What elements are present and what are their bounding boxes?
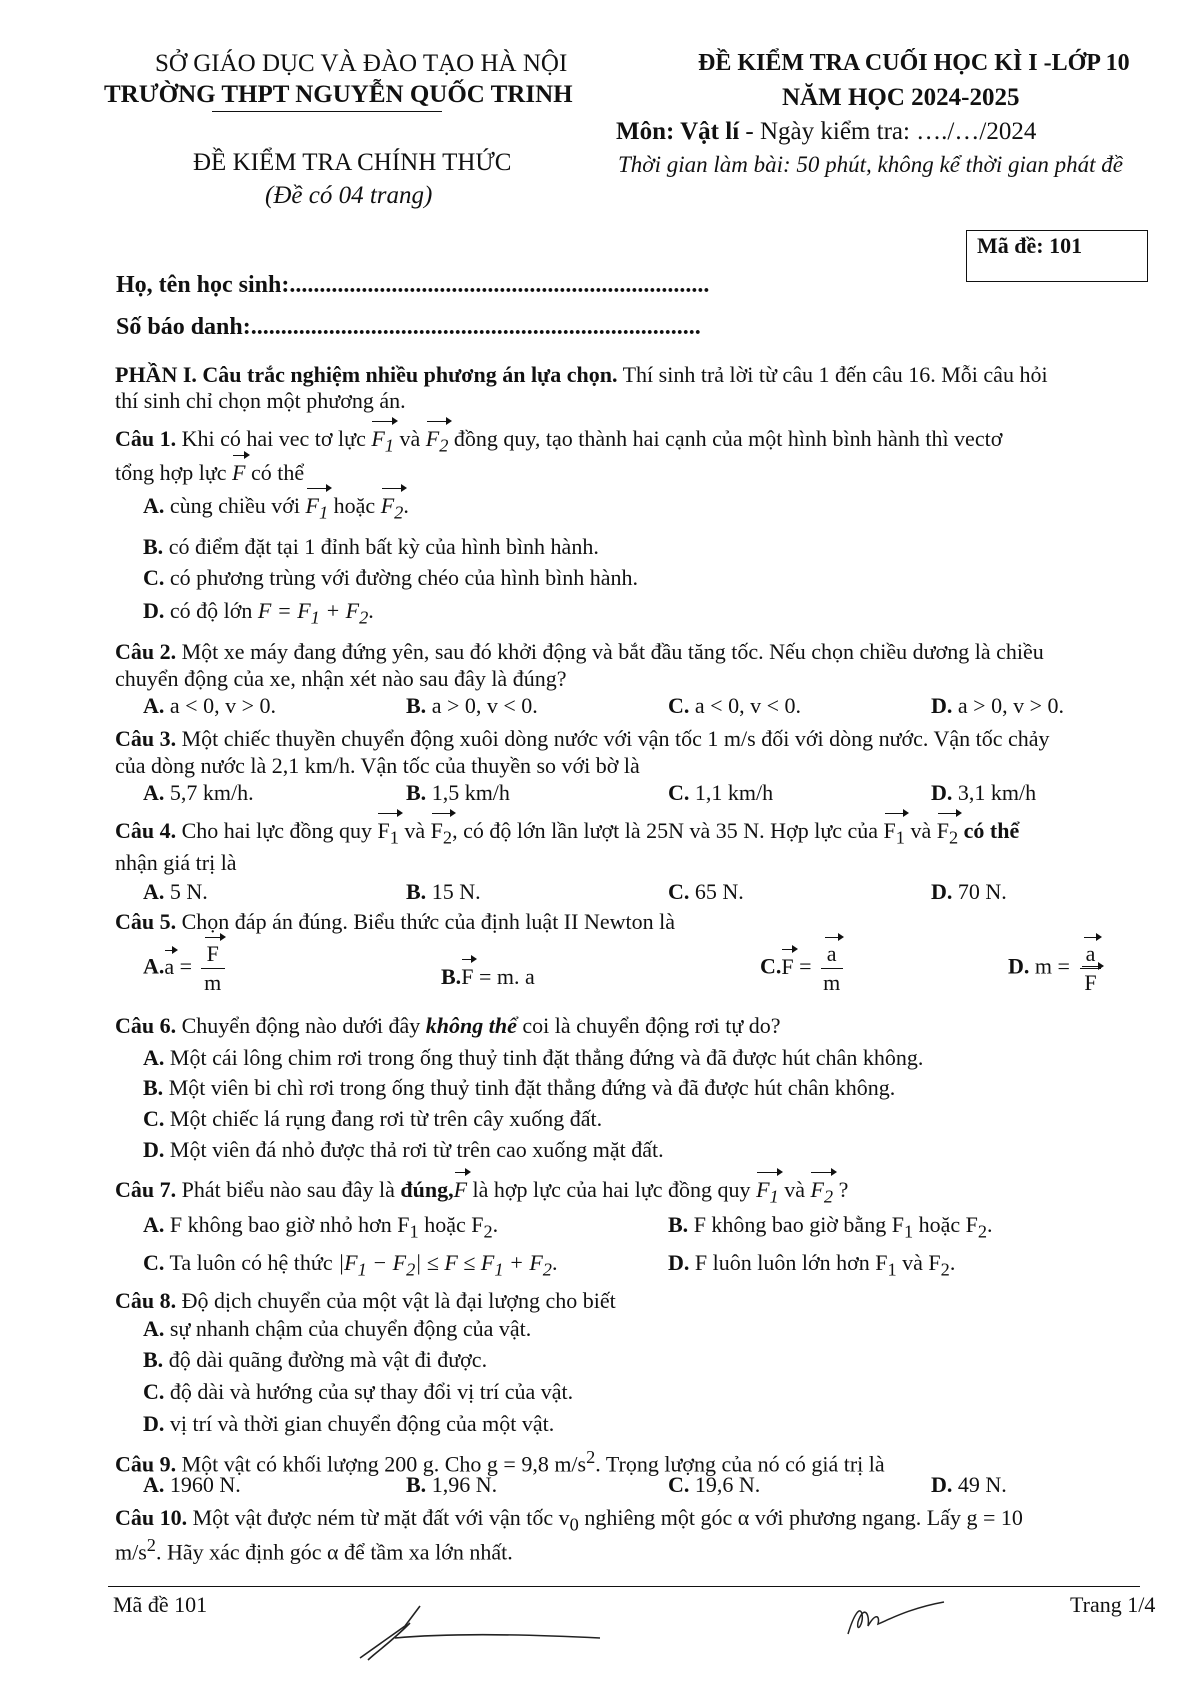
question-text: , có độ lớn lần lượt là 25N và 35 N. Hợp lực của xyxy=(452,818,884,843)
question-6 xyxy=(115,1011,781,1041)
vector-f2: $F_2$ xyxy=(381,491,404,527)
formula: = m. a xyxy=(473,964,535,989)
option-text: 1960 N. xyxy=(169,1472,241,1497)
section-instruction-2: thí sinh chỉ chọn một phương án. xyxy=(115,388,406,413)
question-label: Câu 10. xyxy=(115,1505,188,1530)
option-text: hoặc F xyxy=(418,1212,484,1237)
student-name-label: Họ, tên học sinh: xyxy=(116,272,290,298)
option-text: 1,1 km/h xyxy=(694,780,774,805)
question-label: Câu 7. xyxy=(115,1177,177,1202)
option-letter: B. xyxy=(143,1075,164,1100)
school-year: NĂM HỌC 2024-2025 xyxy=(782,84,1020,111)
exam-code-box xyxy=(966,230,1148,282)
exam-code: Mã đề: 101 xyxy=(977,233,1083,258)
vector-f: F xyxy=(461,962,473,992)
formula-fraction: $\frac{a}{m}$ xyxy=(820,940,843,997)
question-text: và xyxy=(393,426,426,451)
q3-option-d[interactable] xyxy=(931,778,1036,808)
question-text: và xyxy=(904,818,937,843)
option-text: 70 N. xyxy=(957,879,1007,904)
q5-option-a[interactable]: A.a = $\frac{F}{m}$ xyxy=(143,940,228,997)
option-letter: D. xyxy=(143,1411,165,1436)
vector-f2: $F_2$ xyxy=(810,1175,833,1211)
q4-option-d[interactable] xyxy=(931,877,1007,907)
pages-note: (Đề có 04 trang) xyxy=(265,182,433,209)
question-1-cont xyxy=(115,458,304,488)
vector-f: F xyxy=(454,1175,467,1205)
option-letter: C. xyxy=(668,693,690,718)
option-text: hoặc xyxy=(328,493,381,518)
q4-option-a[interactable] xyxy=(143,877,208,907)
q7-option-b[interactable]: B. F không bao giờ bằng $F_1$ hoặc $F_2$. xyxy=(668,1212,993,1242)
question-label: Câu 9. xyxy=(115,1451,177,1477)
q2-option-b[interactable] xyxy=(406,691,538,721)
formula: $|F_1 - F_2| \le F \le F_1 + F_2$ xyxy=(338,1250,552,1280)
option-letter: A. xyxy=(143,953,165,979)
question-text: nghiêng một góc α với phương ngang. Lấy g = 10 xyxy=(578,1505,1023,1530)
question-text: Chọn đáp án đúng. Biểu thức của định luật II Newton là xyxy=(176,909,675,934)
option-letter: A. xyxy=(143,693,165,718)
question-9: Câu 9. Một vật có khối lượng 200 g. Cho g = 9,8 $m/s^2$. Trọng lượng của nó có giá trị là xyxy=(115,1447,885,1477)
option-text: sự nhanh chậm của chuyển động của vật. xyxy=(169,1316,532,1341)
question-4-cont: nhận giá trị là xyxy=(115,850,237,875)
vector-f: F xyxy=(781,952,793,982)
option-text: 5 N. xyxy=(169,879,208,904)
vector-a: a xyxy=(164,953,175,979)
question-2-cont: chuyển động của xe, nhận xét nào sau đây là đúng? xyxy=(115,666,567,691)
question-text: coi là chuyển động rơi tự do? xyxy=(516,1013,781,1038)
option-letter: A. xyxy=(143,493,165,518)
option-letter: D. xyxy=(931,879,953,904)
option-letter: A. xyxy=(143,1316,165,1341)
option-text: độ dài và hướng của sự thay đổi vị trí của vật. xyxy=(169,1379,574,1404)
option-letter: C. xyxy=(668,780,690,805)
option-text: Một viên bi chì rơi trong ống thuỷ tinh đặt thẳng đứng và đã được hút chân không. xyxy=(168,1075,896,1100)
option-letter: C. xyxy=(143,1250,165,1275)
option-letter: D. xyxy=(668,1250,690,1275)
question-text: Khi có hai vec tơ lực xyxy=(176,426,372,451)
option-letter: D. xyxy=(143,598,165,623)
option-letter: A. xyxy=(143,1472,165,1497)
option-text: hoặc F xyxy=(913,1212,978,1237)
question-text: Một vật có khối lượng 200 g. Cho xyxy=(176,1451,487,1477)
option-text: F luôn luôn lớn hơn F xyxy=(694,1250,888,1275)
vector-f: F xyxy=(232,458,245,488)
option-letter: C. xyxy=(143,565,165,590)
q6-option-d[interactable] xyxy=(143,1135,664,1165)
signature-left xyxy=(350,1598,610,1668)
option-text: cùng chiều với xyxy=(169,493,306,518)
q6-option-c[interactable] xyxy=(143,1104,602,1134)
question-text: và xyxy=(778,1177,811,1202)
subject-line xyxy=(616,118,1036,146)
option-letter: C. xyxy=(760,953,782,979)
option-text: Một viên đá nhỏ được thả rơi từ trên cao xuống mặt đất. xyxy=(169,1137,664,1162)
option-text: a > 0, v < 0. xyxy=(431,693,538,718)
option-text: Ta luôn có hệ thức xyxy=(169,1250,339,1275)
option-letter: C. xyxy=(143,1106,165,1131)
q3-option-b[interactable] xyxy=(406,778,510,808)
question-text: Chuyển động nào dưới đây xyxy=(176,1013,426,1038)
q5-option-d[interactable]: D. m = $\frac{a}{F}$ xyxy=(1008,940,1106,997)
option-letter: D. xyxy=(931,693,953,718)
q2-option-c[interactable] xyxy=(668,691,801,721)
time-note: Thời gian làm bài: 50 phút, không kể thời gian phát đề xyxy=(618,152,1123,177)
vector-f1: $F_1$ xyxy=(884,816,905,852)
option-letter: A. xyxy=(143,879,165,904)
q5-option-b[interactable] xyxy=(441,962,535,992)
question-label: Câu 1. xyxy=(115,426,177,451)
question-emphasis: đúng, xyxy=(400,1177,454,1202)
option-text: 19,6 N. xyxy=(694,1472,761,1497)
question-text: Một chiếc thuyền chuyển động xuôi dòng nước với vận tốc 1 m/s đối với dòng nước. Vận tốc chảy xyxy=(176,726,1050,751)
q8-option-d[interactable] xyxy=(143,1409,554,1439)
q3-option-c[interactable] xyxy=(668,778,773,808)
subject: Môn: Vật lí xyxy=(616,118,740,145)
option-letter: C. xyxy=(668,1472,690,1497)
option-letter: B. xyxy=(441,964,462,989)
option-text: 1,5 km/h xyxy=(431,780,510,805)
q7-option-d[interactable]: D. F luôn luôn lớn hơn $F_1$ và $F_2$. xyxy=(668,1250,956,1280)
option-letter: D. xyxy=(931,1472,953,1497)
school-name: TRƯỜNG THPT NGUYỄN QUỐC TRINH xyxy=(104,81,573,108)
question-label: Câu 8. xyxy=(115,1288,177,1313)
option-letter: B. xyxy=(406,780,427,805)
option-letter: A. xyxy=(143,1212,165,1237)
option-text: 15 N. xyxy=(431,879,481,904)
option-letter: B. xyxy=(406,693,427,718)
signature-right xyxy=(840,1594,950,1646)
footer-exam-code: Mã đề 101 xyxy=(113,1592,208,1617)
option-text: 49 N. xyxy=(957,1472,1007,1497)
option-text: 5,7 km/h. xyxy=(169,780,254,805)
option-text: a > 0, v > 0. xyxy=(957,693,1064,718)
option-text: và F xyxy=(896,1250,941,1275)
option-letter: B. xyxy=(406,879,427,904)
question-label: Câu 3. xyxy=(115,726,177,751)
q1-option-b[interactable] xyxy=(143,532,599,562)
question-10-cont: $m/s^2$. Hãy xác định góc α để tầm xa lớn nhất. xyxy=(115,1535,513,1565)
option-letter: B. xyxy=(668,1212,689,1237)
question-label: Câu 4. xyxy=(115,818,177,843)
footer-page-number: Trang 1/4 xyxy=(1070,1592,1156,1617)
footer-divider xyxy=(108,1586,1140,1587)
option-text: Một cái lông chim rơi trong ống thuỷ tinh đặt thẳng đứng và đã được hút chân không. xyxy=(169,1045,924,1070)
option-letter: C. xyxy=(668,879,690,904)
q5-option-c[interactable]: C.F = $\frac{a}{m}$ xyxy=(760,940,846,997)
question-text: . Hãy xác định góc α để tầm xa lớn nhất. xyxy=(155,1539,513,1565)
student-id-field xyxy=(116,314,701,341)
q7-option-a[interactable]: A. F không bao giờ nhỏ hơn $F_1$ hoặc $F_2$. xyxy=(143,1212,499,1242)
q1-option-c[interactable] xyxy=(143,563,638,593)
q8-option-b[interactable] xyxy=(143,1345,487,1375)
question-10: Câu 10. Một vật được ném từ mặt đất với vận tốc $v_0$ nghiêng một góc α với phương ngang. Lấy g = 10 xyxy=(115,1505,1023,1535)
student-id-label: Số báo danh: xyxy=(116,314,251,340)
option-text: Một chiếc lá rụng đang rơi từ trên cây xuống đất. xyxy=(169,1106,603,1131)
option-text: a < 0, v > 0. xyxy=(169,693,276,718)
option-text: có độ lớn xyxy=(169,598,258,623)
q8-option-c[interactable] xyxy=(143,1377,573,1407)
option-text: 65 N. xyxy=(694,879,744,904)
question-7 xyxy=(115,1175,848,1211)
section-instruction: Thí sinh trả lời từ câu 1 đến câu 16. Mỗi câu hỏi xyxy=(617,362,1048,387)
option-text: a < 0, v < 0. xyxy=(694,693,801,718)
question-8 xyxy=(115,1286,616,1316)
option-text: vị trí và thời gian chuyển động của một vật. xyxy=(169,1411,555,1436)
option-letter: A. xyxy=(143,780,165,805)
q3-option-a[interactable] xyxy=(143,778,254,808)
exam-date: - Ngày kiểm tra: …./…/2024 xyxy=(739,118,1037,145)
vector-f2: $F_2$ xyxy=(431,816,452,852)
option-letter: D. xyxy=(143,1137,165,1162)
q4-option-b[interactable] xyxy=(406,877,481,907)
option-text: F không bao giờ nhỏ hơn F xyxy=(169,1212,410,1237)
question-3 xyxy=(115,724,1050,754)
option-text: 1,96 N. xyxy=(431,1472,498,1497)
q9-option-d[interactable] xyxy=(931,1470,1007,1500)
question-label: Câu 2. xyxy=(115,639,177,664)
option-letter: D. xyxy=(1008,953,1030,979)
student-name-field xyxy=(116,272,709,299)
question-text: Một xe máy đang đứng yên, sau đó khởi động và bắt đầu tăng tốc. Nếu chọn chiều dương là chiều xyxy=(176,639,1044,664)
option-text: có điểm đặt tại 1 đỉnh bất kỳ của hình bình hành. xyxy=(168,534,599,559)
student-name-dots: ...................................................................... xyxy=(289,272,710,298)
q1-option-a[interactable]: A. cùng chiều với $F_1$ hoặc $F_2$. xyxy=(143,491,409,527)
q9-option-b[interactable] xyxy=(406,1470,497,1500)
school-underline xyxy=(212,111,442,112)
question-label: Câu 5. xyxy=(115,909,177,934)
question-text: . Trọng lượng của nó có giá trị là xyxy=(595,1451,885,1477)
question-text: Cho hai lực đồng quy xyxy=(176,818,378,843)
exam-title: ĐỀ KIỂM TRA CUỐI HỌC KÌ I -LỚP 10 xyxy=(698,50,1130,76)
q7-option-c[interactable]: C. Ta luôn có hệ thức $|F_1 - F_2| \le F \le F_1 + F_2$. xyxy=(143,1250,558,1280)
option-letter: B. xyxy=(143,1347,164,1372)
question-text: m/s xyxy=(115,1539,147,1565)
section-title: PHẦN I. Câu trắc nghiệm nhiều phương án lựa chọn. xyxy=(115,362,618,387)
student-id-dots: ........................................................................... xyxy=(250,314,701,340)
question-5 xyxy=(115,907,675,937)
option-text: F không bao giờ bằng F xyxy=(693,1212,904,1237)
option-text: độ dài quãng đường mà vật đi được. xyxy=(168,1347,488,1372)
q4-option-c[interactable] xyxy=(668,877,744,907)
question-label: Câu 6. xyxy=(115,1013,177,1038)
question-text: đồng quy, tạo thành hai cạnh của một hình bình hành thì vectơ xyxy=(448,426,1003,451)
option-text: có phương trùng với đường chéo của hình bình hành. xyxy=(169,565,639,590)
department-name: SỞ GIÁO DỤC VÀ ĐÀO TẠO HÀ NỘI xyxy=(155,50,568,77)
question-text: tổng hợp lực xyxy=(115,460,233,485)
formula: g = 9,8 m/s xyxy=(486,1451,587,1477)
option-text: 3,1 km/h xyxy=(957,780,1037,805)
option-letter: B. xyxy=(406,1472,427,1497)
vector-f1: $F_1$ xyxy=(306,491,329,527)
q9-option-c[interactable] xyxy=(668,1470,760,1500)
q6-option-b[interactable] xyxy=(143,1073,895,1103)
vector-f1: $F_1$ xyxy=(377,816,398,852)
question-text: ? xyxy=(833,1177,849,1202)
vector-f2: $F_2$ xyxy=(426,424,449,460)
option-letter: B. xyxy=(143,534,164,559)
question-text: là hợp lực của hai lực đồng quy xyxy=(467,1177,757,1202)
formula-fraction: $\frac{F}{m}$ xyxy=(201,940,225,997)
q2-option-a[interactable] xyxy=(143,691,276,721)
q8-option-a[interactable] xyxy=(143,1314,531,1344)
formula-fraction: $\frac{a}{F}$ xyxy=(1078,940,1102,997)
official-label: ĐỀ KIỂM TRA CHÍNH THỨC xyxy=(193,149,512,176)
question-4 xyxy=(115,816,1019,852)
vector-f2: $F_2$ xyxy=(937,816,958,852)
question-text: Một vật được ném từ mặt đất với vận tốc v xyxy=(187,1505,570,1530)
question-text: và xyxy=(398,818,431,843)
question-text: có thể xyxy=(958,818,1020,843)
option-letter: C. xyxy=(143,1379,165,1404)
question-text: có thể xyxy=(245,460,305,485)
q2-option-d[interactable] xyxy=(931,691,1064,721)
vector-f1: $F_1$ xyxy=(756,1175,779,1211)
option-letter: A. xyxy=(143,1045,165,1070)
question-2 xyxy=(115,637,1044,667)
question-emphasis: không thể xyxy=(425,1013,517,1038)
question-text: Độ dịch chuyển của một vật là đại lượng cho biết xyxy=(176,1288,616,1313)
option-letter: D. xyxy=(931,780,953,805)
q9-option-a[interactable] xyxy=(143,1470,241,1500)
vector-f1: $F_1$ xyxy=(371,424,394,460)
q1-option-d[interactable]: D. có độ lớn $F = F_1 + F_2$. xyxy=(143,598,374,628)
q6-option-a[interactable] xyxy=(143,1043,923,1073)
question-text: Phát biểu nào sau đây là xyxy=(176,1177,401,1202)
formula: $F = F_1 + F_2$ xyxy=(257,598,369,628)
question-3-cont: của dòng nước là 2,1 km/h. Vận tốc của thuyền so với bờ là xyxy=(115,753,640,778)
